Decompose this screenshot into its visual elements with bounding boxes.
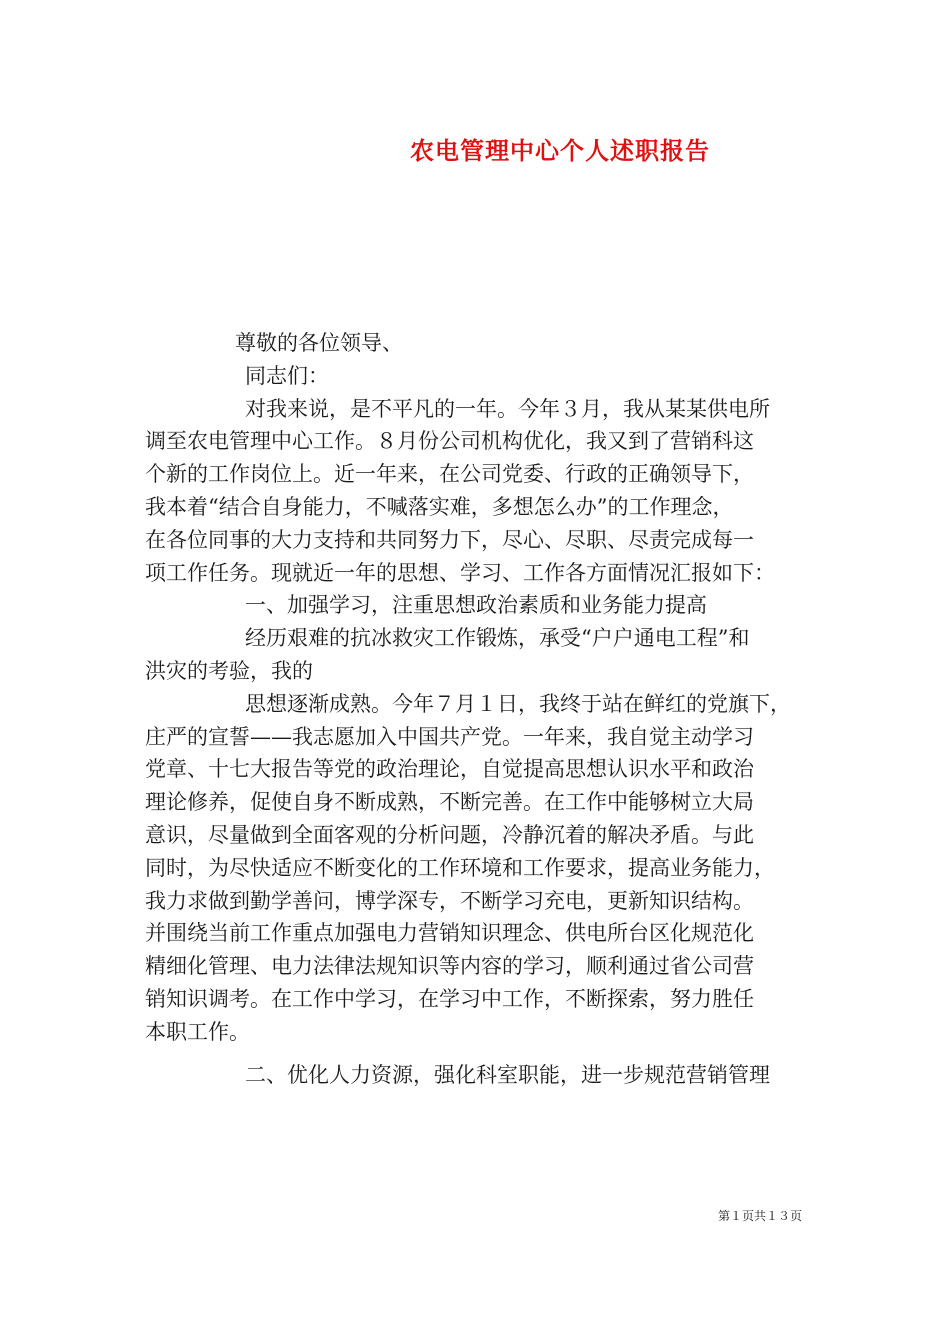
paragraph-line: 调至农电管理中心工作。８月份公司机构优化，我又到了营销科这 [145, 429, 754, 454]
paragraph-line: 并围绕当前工作重点加强电力营销知识理念、供电所台区化规范化 [145, 921, 754, 946]
paragraph-line: 我力求做到勤学善问，博学深专，不断学习充电，更新知识结构。 [145, 888, 754, 913]
paragraph-line: 经历艰难的抗冰救灾工作锻炼，承受“户户通电工程”和 [245, 626, 750, 651]
paragraph-line: 理论修养，促使自身不断成熟，不断完善。在工作中能够树立大局 [145, 790, 754, 815]
paragraph-spacer [145, 1049, 810, 1059]
paragraph-line: 本职工作。 [145, 1019, 250, 1044]
paragraph-line: 销知识调考。在工作中学习，在学习中工作，不断探索，努力胜任 [145, 986, 754, 1011]
document-body [145, 327, 810, 1091]
paragraph-line: 意识，尽量做到全面客观的分析问题，冷静沉着的解决矛盾。与此 [145, 822, 754, 847]
paragraph-line: 在各位同事的大力支持和共同努力下，尽心、尽职、尽责完成每一 [145, 527, 754, 552]
section-heading: 二、优化人力资源，强化科室职能，进一步规范营销管理 [245, 1062, 770, 1087]
paragraph-line: 对我来说，是不平凡的一年。今年３月，我从某某供电所 [245, 396, 770, 421]
document-title: 农电管理中心个人述职报告 [410, 136, 710, 165]
paragraph-line: 洪灾的考验，我的 [145, 658, 313, 683]
section-heading: 一、加强学习，注重思想政治素质和业务能力提高 [245, 593, 707, 618]
paragraph-line: 思想逐渐成熟。今年７月１日，我终于站在鲜红的党旗下， [245, 691, 791, 716]
salutation-line: 尊敬的各位领导、 [235, 331, 403, 355]
paragraph-line: 同时，为尽快适应不断变化的工作环境和工作要求，提高业务能力， [145, 855, 775, 880]
paragraph-line: 精细化管理、电力法律法规知识等内容的学习，顺利通过省公司营 [145, 954, 754, 979]
paragraph-line: 我本着“结合自身能力，不喊落实难，多想怎么办”的工作理念， [145, 494, 734, 519]
paragraph-line: 党章、十七大报告等党的政治理论，自觉提高思想认识水平和政治 [145, 757, 754, 782]
page-number: 第１页共１３页 [717, 1209, 802, 1223]
paragraph-line: 项工作任务。现就近一年的思想、学习、工作各方面情况汇报如下： [145, 560, 775, 585]
paragraph-line: 个新的工作岗位上。近一年来，在公司党委、行政的正确领导下， [145, 462, 754, 487]
paragraph-line: 庄严的宣誓——我志愿加入中国共产党。一年来，我自觉主动学习 [145, 724, 754, 749]
salutation-line: 同志们： [245, 363, 329, 388]
